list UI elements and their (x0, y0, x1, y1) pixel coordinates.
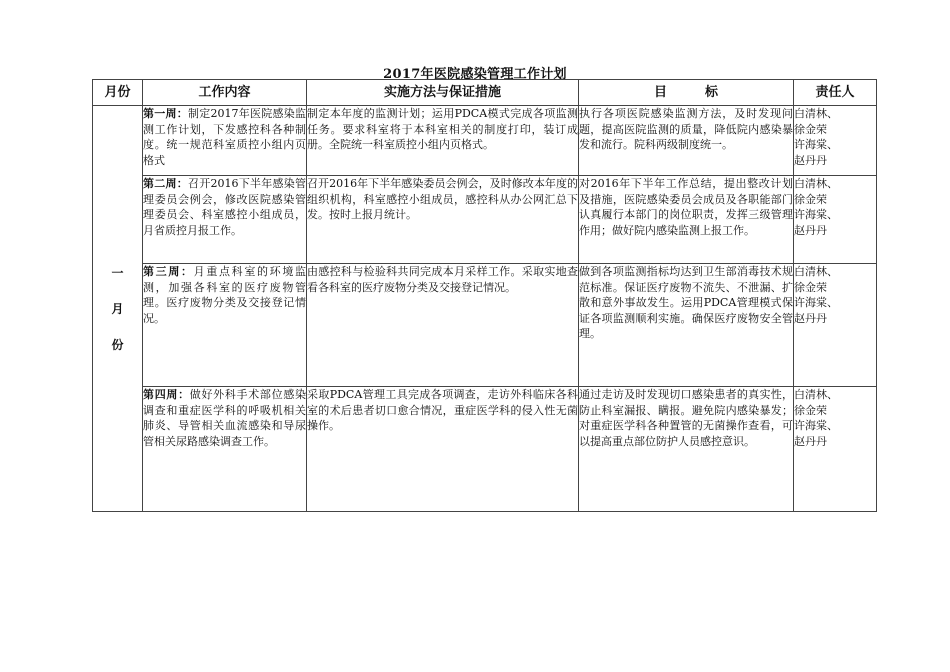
table-row (93, 106, 877, 176)
goal-cell: 执行各项医院感染监测方法，及时发现问题，提高医院监测的质量，降低院内感染暴发和流行。院科两级制度统一。 (579, 106, 794, 176)
table-row (93, 176, 877, 264)
owner-name: 赵丹丹 (794, 434, 827, 448)
document-title: 2017年医院感染管理工作计划 (383, 67, 567, 82)
month-cell (93, 106, 143, 512)
owner-cell (794, 176, 877, 264)
owner-name: 赵丹丹 (794, 153, 827, 167)
method-cell: 由感控科与检验科共同完成本月采样工作。采取实地查看各科室的医疗废物分类及交接登记情况。 (307, 264, 579, 387)
content-cell (143, 264, 307, 387)
month-char: 月 (111, 301, 124, 316)
header-row (93, 80, 877, 106)
method-cell: 制定本年度的监测计划；运用PDCA模式完成各项监测任务。要求科室将于本科室相关的制度打印，装订成册。全院统一科室质控小组内页格式。 (307, 106, 579, 176)
work-plan-table (92, 79, 877, 512)
content-text: 月重点科室的环境监测，加强各科室的医疗废物管理。医疗废物分类及交接登记情况。 (143, 265, 307, 325)
content-text: 做好外科手术部位感染调查和重症医学科的呼吸机相关肺炎、导管相关血流感染和导尿管相关尿路感染调查工作。 (143, 388, 307, 448)
owner-name: 白清林、 (794, 177, 838, 190)
header-goal (579, 80, 794, 106)
week-label: 第四周： (143, 388, 190, 401)
owner-name: 徐金荣 (794, 403, 827, 417)
goal-cell: 通过走访及时发现切口感染患者的真实性，防止科室漏报、瞒报。避免院内感染暴发；对重症医学科各种置管的无菌操作查看，可以提高重点部位防护人员感控意识。 (579, 387, 794, 512)
owner-name: 许海棠、 (794, 296, 838, 309)
table-row (93, 264, 877, 387)
month-char: 份 (111, 337, 124, 352)
content-cell (143, 387, 307, 512)
header-goal-right: 标 (705, 84, 719, 100)
owner-name: 许海棠、 (794, 419, 838, 432)
owner-name: 白清林、 (794, 107, 838, 120)
owner-name: 白清林、 (794, 265, 838, 278)
owner-name: 徐金荣 (794, 122, 827, 136)
header-goal-left: 目 (653, 84, 667, 100)
header-month: 月份 (93, 80, 143, 106)
week-label: 第二周： (143, 177, 188, 190)
week-label: 第一周： (143, 107, 188, 120)
owner-name: 赵丹丹 (794, 223, 827, 237)
content-cell (143, 106, 307, 176)
header-owner: 责任人 (794, 80, 877, 106)
owner-cell (794, 106, 877, 176)
goal-cell: 对2016年下半年工作总结，提出整改计划及措施，医院感染委员会成员及各职能部门认真履行本部门的岗位职责，发挥三级管理作用；做好院内感染监测上报工作。 (579, 176, 794, 264)
header-content: 工作内容 (143, 80, 307, 106)
owner-cell (794, 264, 877, 387)
method-cell: 采取PDCA管理工具完成各项调查，走访外科临床各科室的术后患者切口愈合情况，重症医学科的侵入性无菌操作。 (307, 387, 579, 512)
table-row (93, 387, 877, 512)
owner-name: 许海棠、 (794, 208, 838, 221)
header-method: 实施方法与保证措施 (307, 80, 579, 106)
content-text: 制定2017年医院感染监测工作计划，下发感控科各种制度。统一规范科室质控小组内页格式 (143, 107, 306, 167)
owner-cell (794, 387, 877, 512)
month-char: 一 (111, 265, 124, 280)
content-text: 召开2016下半年感染管理委员会例会，修改医院感染管理委员会、科室感控小组成员，月省质控月报工作。 (143, 177, 306, 237)
goal-cell: 做到各项监测指标均达到卫生部消毒技术规范标准。保证医疗废物不流失、不泄漏、扩散和意外事故发生。运用PDCA管理模式保证各项监测顺利实施。确保医疗废物安全管理。 (579, 264, 794, 387)
owner-name: 白清林、 (794, 388, 838, 401)
owner-name: 赵丹丹 (794, 311, 827, 325)
owner-name: 徐金荣 (794, 280, 827, 294)
week-label: 第三周： (143, 265, 194, 278)
owner-name: 许海棠、 (794, 138, 838, 151)
owner-name: 徐金荣 (794, 192, 827, 206)
content-cell (143, 176, 307, 264)
method-cell: 召开2016年下半年感染委员会例会，及时修改本年度的组织机构，科室感控小组成员，感控科从办公网汇总下发。按时上报月统计。 (307, 176, 579, 264)
